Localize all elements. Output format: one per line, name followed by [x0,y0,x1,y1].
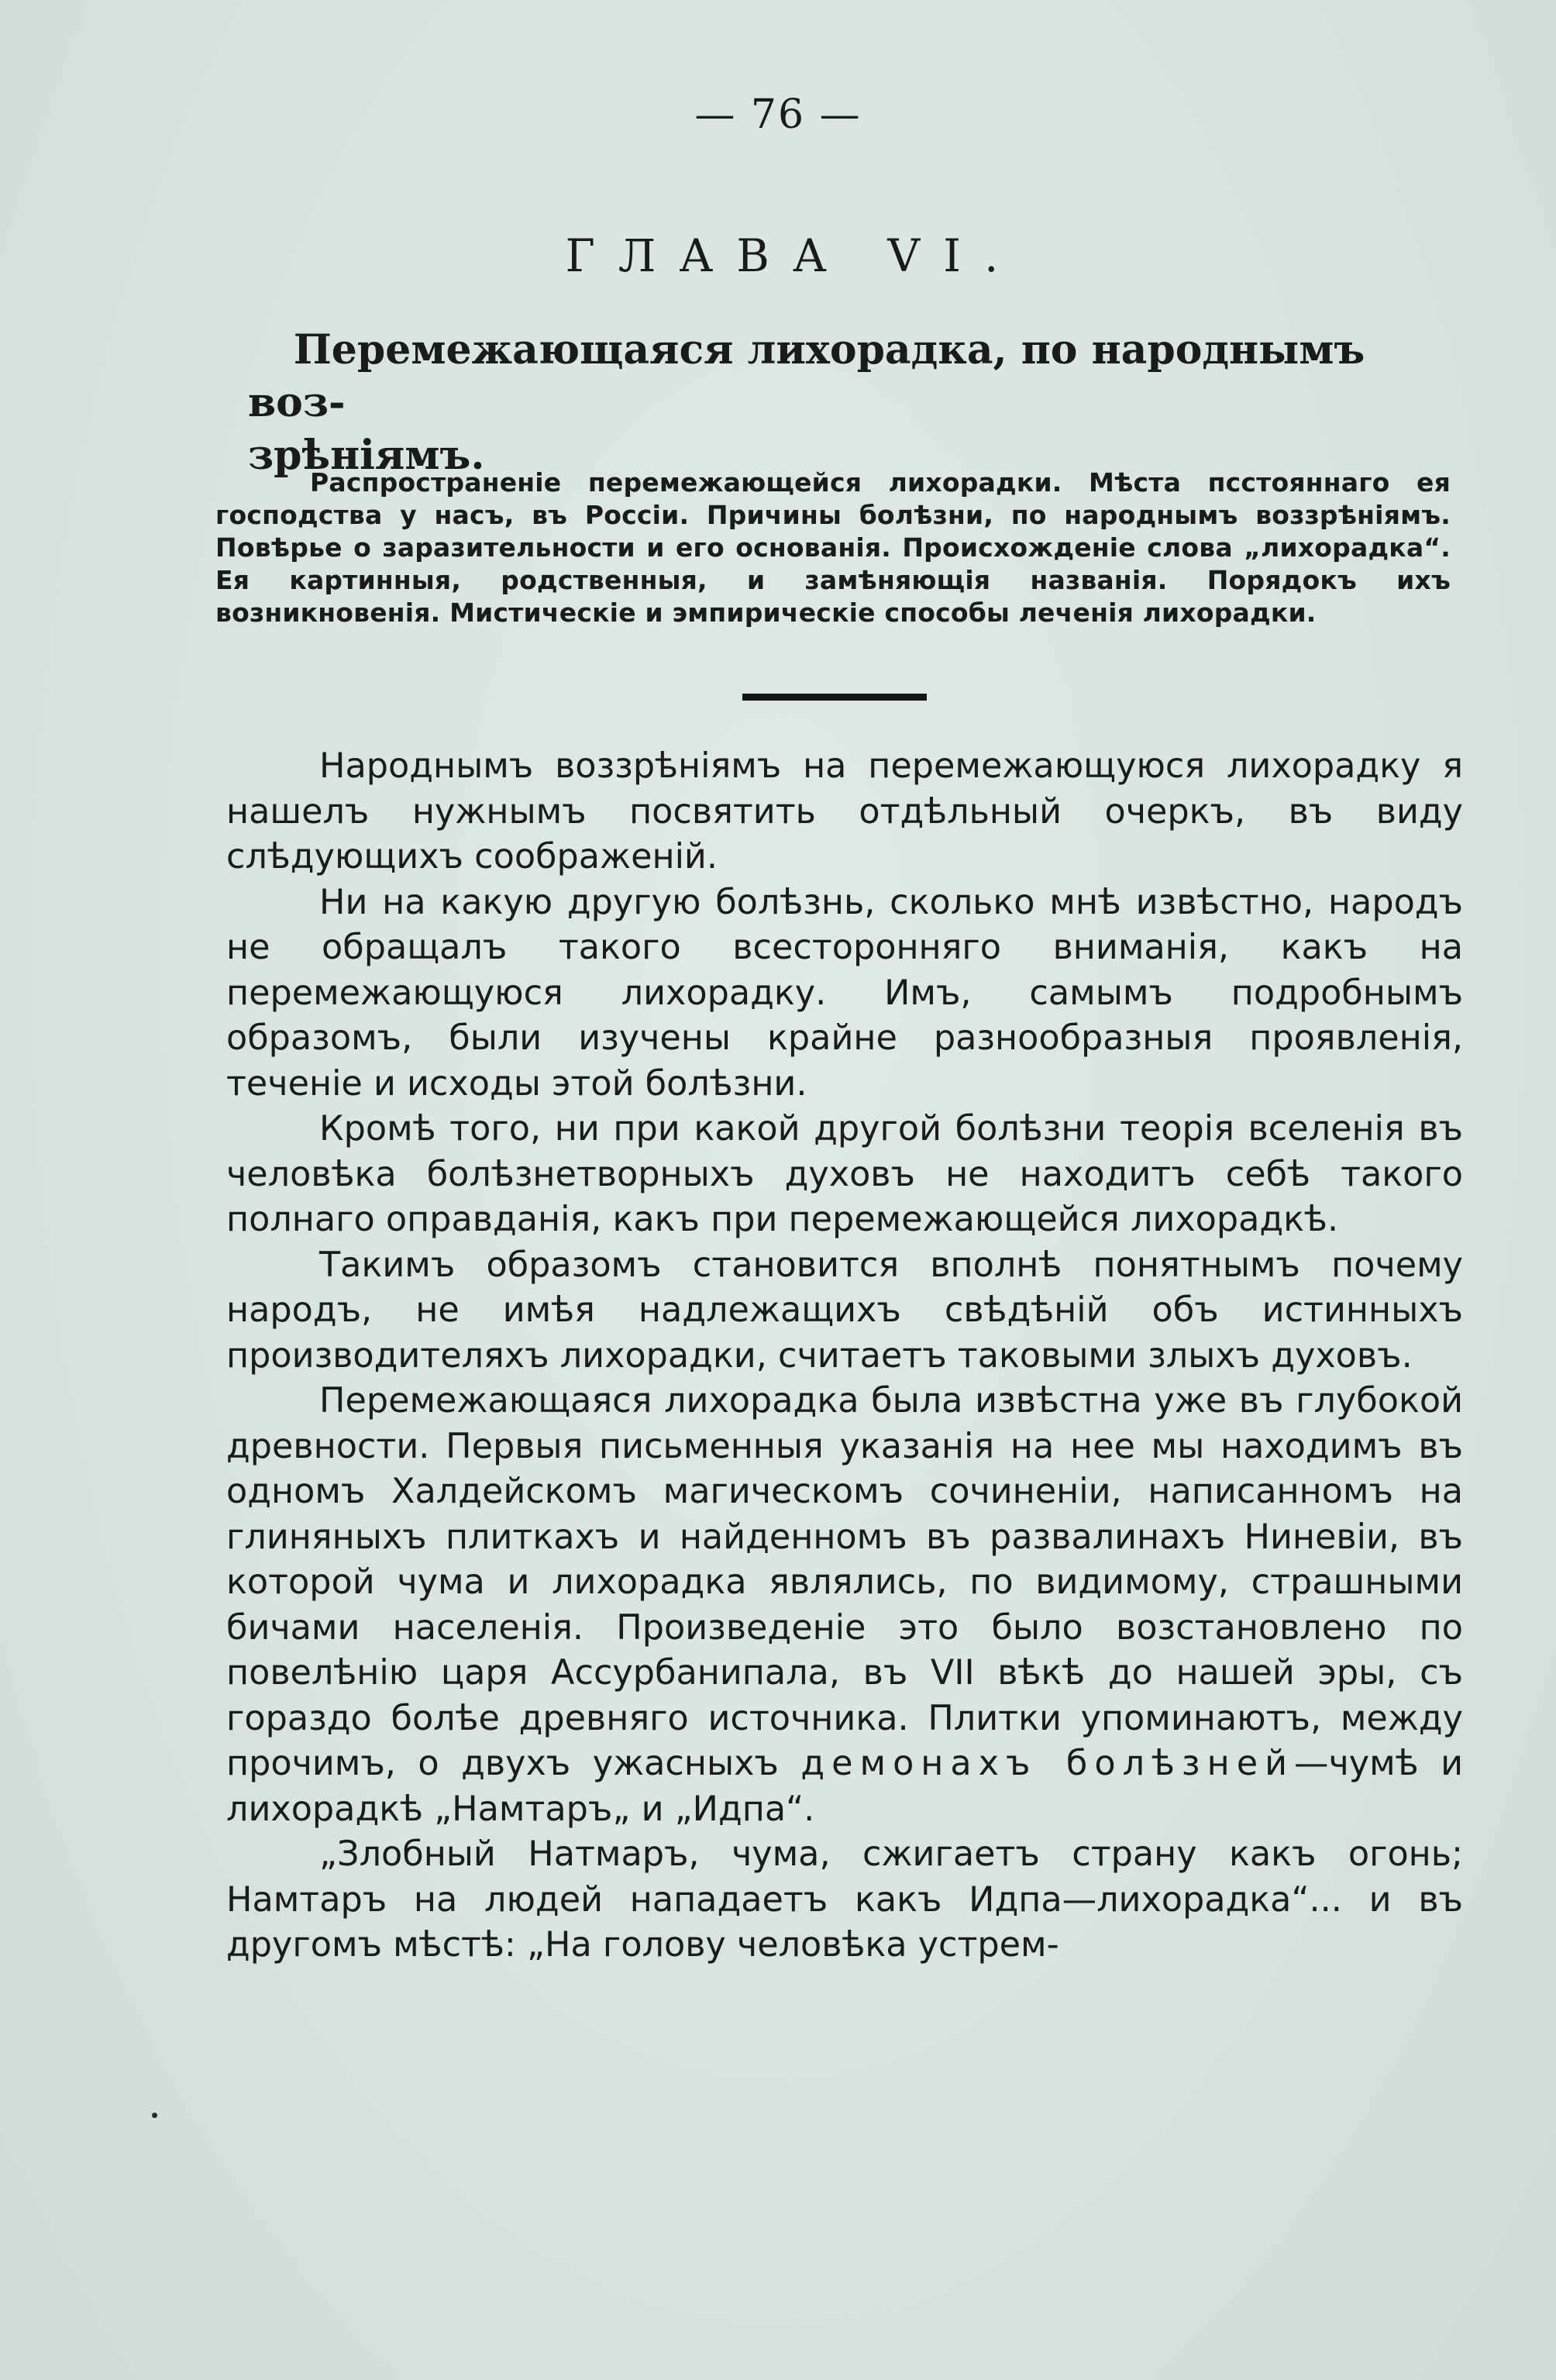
chapter-title [248,324,1410,482]
page-number: — 76 — [694,91,862,138]
chapter-heading: ГЛАВА VI. [565,229,1022,282]
chapter-summary: Распространеніе перемежающейся лихорадки. Мѣста пcстояннаго ея господства у насъ, въ Россіи. Причины болѣзни, по народнымъ воззрѣніямъ. Повѣрье о заразительности и его основанія. Происхожденіе слова „лихорадка“. Ея картинныя, родственныя, и замѣняющія названія. Порядокъ ихъ возникновенія. Мистическіе и эмпирическіе способы леченія лихорадки. [215,467,1451,628]
paragraph-1: Народнымъ воззрѣніямъ на перемежающуюся лихорадку я нашелъ нужнымъ посвятить отдѣльный очеркъ, въ виду слѣдующихъ соображеній. [226,746,1463,877]
paragraph-5-spaced-text: демонахъ болѣзней [800,1744,1294,1783]
paragraph-6: „Злобный Натмаръ, чума, сжигаетъ страну какъ огонь; Намтаръ на людей нападаетъ какъ Идпа—лихорадка“... и въ другомъ мѣстѣ: „На голову человѣка устрем- [226,1834,1463,1965]
paragraph-5-text-a: Перемежающаяся лихорадка была извѣстна уже въ глубокой древности. Первыя письменныя указанія на нее мы находимъ въ одномъ Халдейскомъ магическомъ сочиненіи, написанномъ на глиняныхъ плиткахъ и найденномъ въ развалинахъ Ниневіи, въ которой чума и лихорадка являлись, по видимому, страшными бичами населенія. Произведеніе это было возстановлено по повелѣнію царя Ассурбанипала, въ VII вѣкѣ до нашей эры, съ гораздо болѣе древняго источника. Плитки упоминаютъ, между прочимъ, о двухъ ужасныхъ [226,1381,1463,1783]
section-divider [742,694,927,701]
print-speck [152,2113,157,2118]
chapter-title-line-2: зрѣніямъ. [248,432,485,479]
paragraph-3: Кромѣ того, ни при какой другой болѣзни теорія вселенія въ человѣка болѣзнетворныхъ духовъ не находитъ себѣ такого полнаго оправданія, какъ при перемежающейся лихорадкѣ. [226,1109,1463,1239]
paragraph-2: Ни на какую другую болѣзнь, сколько мнѣ извѣстно, народъ не обращалъ такого всесторонняго вниманія, какъ на перемежающуюся лихорадку. Имъ, самымъ подробнымъ образомъ, были изучены крайне разнообразныя проявленія, теченіе и исходы этой болѣзни. [226,882,1463,1104]
paragraph-4: Такимъ образомъ становится вполнѣ понятнымъ почему народъ, не имѣя надлежащихъ свѣдѣній объ истинныхъ производителяхъ лихорадки, считаетъ таковыми злыхъ духовъ. [226,1245,1463,1376]
paragraph-5 [226,1379,1463,1832]
body-text [226,744,1463,1968]
paragraph-5-text-b: —чумѣ и лихорадкѣ „Намтаръ„ и „Идпа“. [226,1744,1463,1829]
chapter-title-line-1: Перемежающаяся лихорадка, по народнымъ воз- [248,326,1365,426]
